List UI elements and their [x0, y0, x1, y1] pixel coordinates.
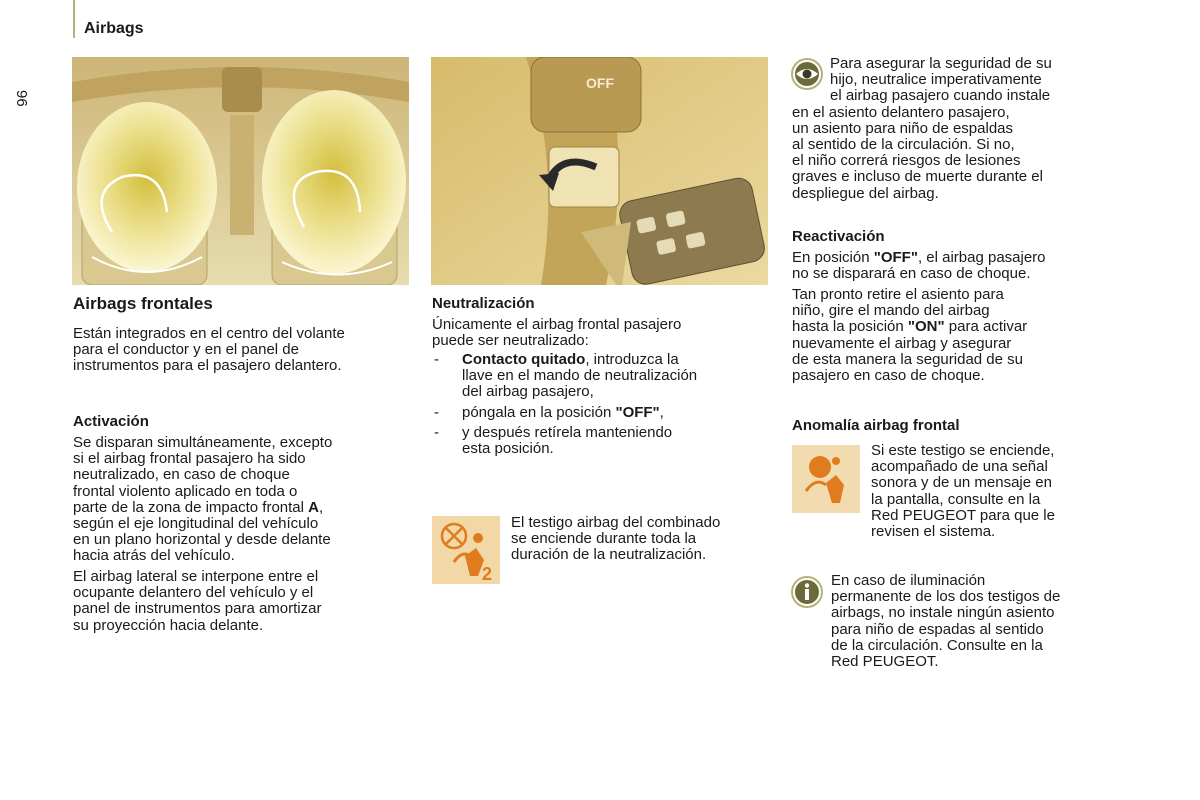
- passenger-airbag-off-lamp: [432, 516, 500, 584]
- neutralization-step-1: - Contacto quitado, introduzca la llave en el mando de neutralización del airbag pasajero,: [432, 352, 772, 401]
- activation-paragraph-1: Se disparan simultáneamente, excepto si el airbag frontal pasajero ha sido neutralizado, en caso de choque frontal violento aplicado en toda o parte de la zona de impacto frontal A, según el eje longitudinal del vehículo en un plano horizontal y desde delante hacia atrás del vehículo.: [73, 434, 333, 565]
- page-number: 96: [13, 90, 30, 107]
- reactivation-paragraph-1: En posición "OFF", el airbag pasajero no se disparará en caso de choque.: [792, 249, 1046, 283]
- activation-heading: Activación: [73, 413, 149, 430]
- info-icon: [791, 576, 823, 608]
- frontal-airbags-intro: Están integrados en el centro del volante para el conductor y en el panel de instrumentos para el pasajero delantero.: [73, 325, 345, 375]
- anomaly-text: Si este testigo se enciende, acompañado de una señal sonora y de un mensaje en la pantalla, consulte en la Red PEUGEOT para que le revisen el sistema.: [871, 442, 1055, 541]
- neutralization-step-2: - póngala en la posición "OFF",: [432, 405, 772, 421]
- frontal-airbags-heading: Airbags frontales: [73, 294, 213, 313]
- neutralization-step-3: - y después retírela manteniendo esta posición.: [432, 425, 772, 457]
- info-text: En caso de iluminación permanente de los dos testigos de airbags, no instale ningún asiento para niño de espadas al sentido de la circulación. Consulte en la Red PEUGEOT.: [831, 572, 1061, 671]
- header-rule: [73, 0, 75, 38]
- airbag-off-icon: [432, 516, 500, 584]
- anomaly-heading: Anomalía airbag frontal: [792, 417, 960, 434]
- reactivation-heading: Reactivación: [792, 228, 885, 245]
- airbag-fault-lamp: [792, 445, 860, 513]
- child-seat-note: Para asegurar la seguridad de su hijo, neutralice imperativamente el airbag pasajero cuando instale en el asiento delantero pasajero, un asiento para niño de espaldas al sentido de la circulación. Si no, el niño correrá riesgos de lesiones graves e incluso de muerte durante el despliegue del airbag.: [792, 55, 1052, 202]
- warning-lamp-text: El testigo airbag del combinado se enciende durante toda la duración de la neutralización.: [511, 514, 721, 564]
- neutralization-switch-illustration: [431, 57, 768, 285]
- frontal-airbags-illustration: [72, 57, 409, 285]
- neutralization-heading: Neutralización: [432, 295, 535, 312]
- activation-paragraph-2: El airbag lateral se interpone entre el ocupante delantero del vehículo y el panel de instrumentos para amortizar su proyección hacia delante.: [73, 568, 322, 634]
- neutralization-intro: Únicamente el airbag frontal pasajero puede ser neutralizado:: [432, 316, 682, 350]
- svg-text:2: 2: [482, 564, 493, 584]
- reactivation-paragraph-2: Tan pronto retire el asiento para niño, gire el mando del airbag hasta la posición "ON" para activar nuevamente el airbag y asegurar de esta manera la seguridad de su pasajero en caso de choque.: [792, 286, 1028, 385]
- off-label: OFF: [586, 75, 614, 91]
- airbag-fault-icon: [792, 445, 860, 513]
- neutralization-steps: [432, 352, 772, 461]
- header-title: Airbags: [84, 20, 144, 37]
